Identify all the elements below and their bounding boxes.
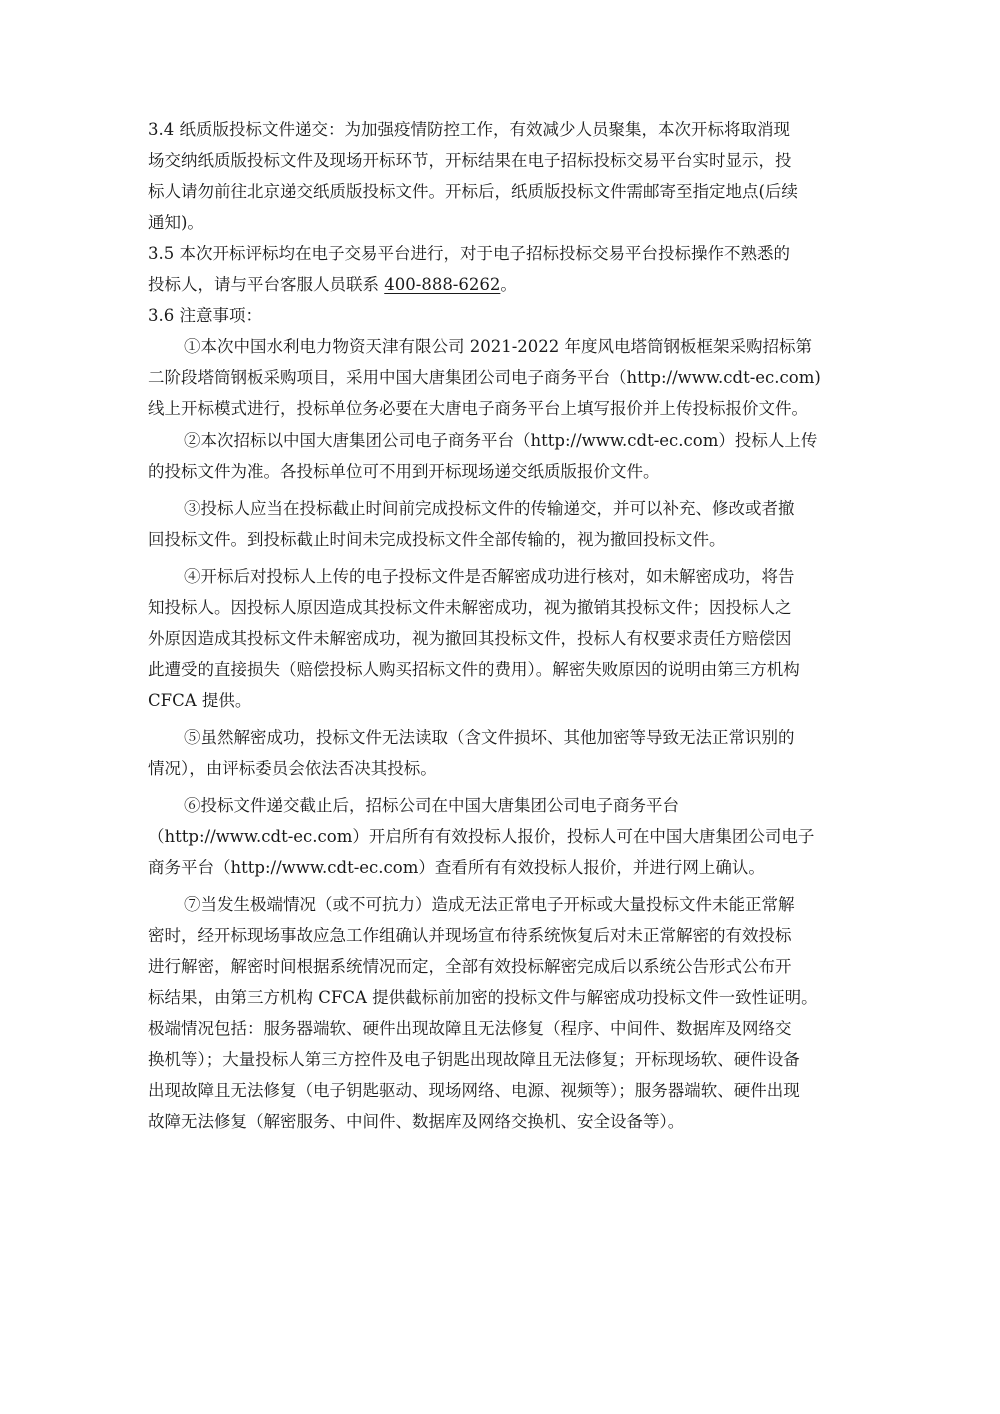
- item-7-line-2: 密时，经开标现场事故应急工作组确认并现场宣布待系统恢复后对未正常解密的有效投标: [148, 926, 792, 945]
- item-4-line-3: 外原因造成其投标文件未解密成功，视为撤回其投标文件，投标人有权要求责任方赔偿因: [148, 629, 792, 648]
- item-4-line-4: 此遭受的直接损失（赔偿投标人购买招标文件的费用）。解密失败原因的说明由第三方机构: [148, 660, 800, 679]
- contact-phone: 400-888-6262: [384, 275, 501, 294]
- item-7-line-6: 换机等）；大量投标人第三方控件及电子钥匙出现故障且无法修复；开标现场软、硬件设备: [148, 1050, 800, 1069]
- item-6-line-2: （http://www.cdt-ec.com）开启所有有效投标人报价，投标人可在中国大唐集团公司电子: [148, 827, 815, 846]
- item-7-line-5: 极端情况包括：服务器端软、硬件出现故障且无法修复（程序、中间件、数据库及网络交: [148, 1019, 792, 1038]
- item-5-line-2: 情况），由评标委员会依法否决其投标。: [148, 759, 437, 778]
- item-7-line-7: 出现故障且无法修复（电子钥匙驱动、现场网络、电源、视频等）；服务器端软、硬件出现: [148, 1081, 800, 1100]
- item-1-line-1: ①本次中国水利电力物资天津有限公司 2021-2022 年度风电塔筒钢板框架采购招标第: [184, 337, 813, 356]
- item-3-line-2: 回投标文件。到投标截止时间未完成投标文件全部传输的，视为撤回投标文件。: [148, 530, 726, 549]
- item-4-line-2: 知投标人。因投标人原因造成其投标文件未解密成功，视为撤销其投标文件；因投标人之: [148, 598, 792, 617]
- item-6-line-3: 商务平台（http://www.cdt-ec.com）查看所有有效投标人报价，并进行网上确认。: [148, 858, 765, 877]
- item-7-line-3: 进行解密，解密时间根据系统情况而定，全部有效投标解密完成后以系统公告形式公布开: [148, 957, 792, 976]
- section-3-6-heading: 3.6 注意事项：: [148, 306, 262, 325]
- item-6-line-1: ⑥投标文件递交截止后，招标公司在中国大唐集团公司电子商务平台: [184, 796, 679, 815]
- item-3-line-1: ③投标人应当在投标截止时间前完成投标文件的传输递交，并可以补充、修改或者撤: [184, 499, 795, 518]
- item-7-line-4: 标结果，由第三方机构 CFCA 提供截标前加密的投标文件与解密成功投标文件一致性证明。: [148, 988, 818, 1007]
- item-5-line-1: ⑤虽然解密成功，投标文件无法读取（含文件损坏、其他加密等导致无法正常识别的: [184, 728, 795, 747]
- item-7-line-8: 故障无法修复（解密服务、中间件、数据库及网络交换机、安全设备等）。: [148, 1112, 685, 1131]
- item-2-line-2: 的投标文件为准。各投标单位可不用到开标现场递交纸质版报价文件。: [148, 462, 660, 481]
- contact-text: 投标人，请与平台客服人员联系: [148, 275, 385, 294]
- item-4-line-5: CFCA 提供。: [148, 691, 252, 710]
- paragraph-3-5-line-1: 3.5 本次开标评标均在电子交易平台进行，对于电子招标投标交易平台投标操作不熟悉的: [148, 244, 790, 263]
- paragraph-3-4-line-4: 通知)。: [148, 213, 204, 232]
- contact-suffix: 。: [500, 275, 517, 294]
- paragraph-3-4-line-1: 3.4 纸质版投标文件递交：为加强疫情防控工作，有效减少人员聚集，本次开标将取消现: [148, 120, 790, 139]
- paragraph-3-5-line-2: [148, 273, 517, 297]
- paragraph-3-4-line-3: 标人请勿前往北京递交纸质版投标文件。开标后，纸质版投标文件需邮寄至指定地点(后续: [148, 182, 798, 201]
- item-2-line-1: ②本次招标以中国大唐集团公司电子商务平台（http://www.cdt-ec.com）投标人上传: [184, 431, 818, 450]
- paragraph-3-4-line-2: 场交纳纸质版投标文件及现场开标环节，开标结果在电子招标投标交易平台实时显示，投: [148, 151, 792, 170]
- item-7-line-1: ⑦当发生极端情况（或不可抗力）造成无法正常电子开标或大量投标文件未能正常解: [184, 895, 795, 914]
- item-1-line-2: 二阶段塔筒钢板采购项目，采用中国大唐集团公司电子商务平台（http://www.cdt-ec.com): [148, 368, 821, 387]
- item-4-line-1: ④开标后对投标人上传的电子投标文件是否解密成功进行核对，如未解密成功，将告: [184, 567, 795, 586]
- item-1-line-3: 线上开标模式进行，投标单位务必要在大唐电子商务平台上填写报价并上传投标报价文件。: [148, 399, 808, 418]
